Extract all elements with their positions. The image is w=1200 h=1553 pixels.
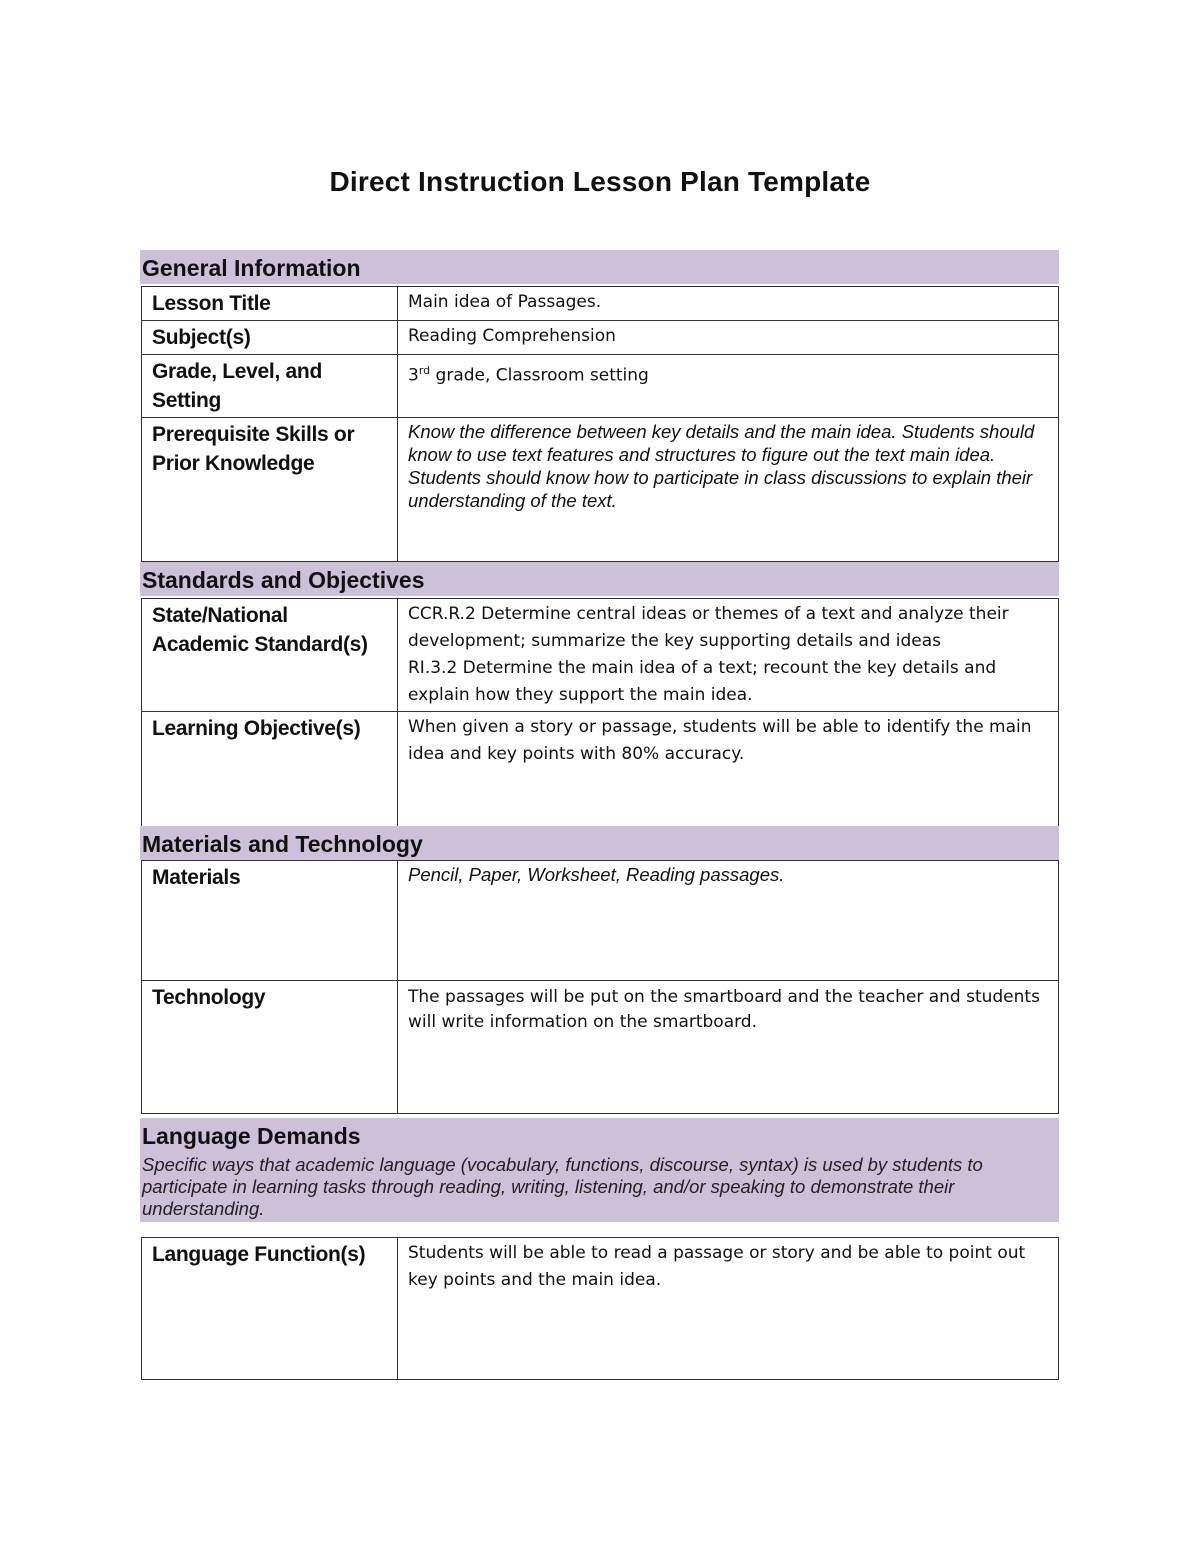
row-label: Grade, Level, and Setting [142, 355, 398, 418]
row-value: Reading Comprehension [398, 321, 1059, 355]
language-demands-table [141, 1237, 1059, 1380]
standard-ccr: CCR.R.2 Determine central ideas or themes of a text and analyze their development; summarize the key supporting details and ideas [408, 604, 1009, 651]
row-label: Learning Objective(s) [142, 712, 398, 828]
standard-ri: RI.3.2 Determine the main idea of a text; recount the key details and explain how they support the main idea. [408, 658, 997, 705]
section-band-language-demands [140, 1118, 1059, 1222]
row-label: Subject(s) [142, 321, 398, 355]
row-value: Students will be able to read a passage or story and be able to point out key points and the main idea. [398, 1238, 1059, 1380]
table-row [142, 418, 1059, 562]
row-label: Materials [142, 861, 398, 981]
section-band-standards-objectives [140, 562, 1059, 596]
section-heading: General Information [142, 255, 361, 281]
row-label: Lesson Title [142, 287, 398, 321]
table-row [142, 355, 1059, 418]
row-value [398, 355, 1059, 418]
general-information-table [141, 286, 1059, 562]
grade-number: 3 [408, 365, 419, 386]
grade-ordinal-suffix: rd [418, 364, 431, 377]
section-heading: Materials and Technology [142, 831, 423, 857]
row-value: Main idea of Passages. [398, 287, 1059, 321]
standards-objectives-table [141, 598, 1059, 828]
table-row [142, 321, 1059, 355]
row-value: Pencil, Paper, Worksheet, Reading passages. [398, 861, 1059, 981]
row-label: Language Function(s) [142, 1238, 398, 1380]
document-title: Direct Instruction Lesson Plan Template [329, 166, 871, 197]
table-row [142, 287, 1059, 321]
section-band-general-information [140, 250, 1059, 284]
row-value: Know the difference between key details and the main idea. Students should know to use text features and structures to figure out the text main idea. Students should know how to participate in class discussions to explain their understanding of the text. [398, 418, 1059, 562]
section-heading: Language Demands [142, 1123, 361, 1149]
table-row [142, 861, 1059, 981]
section-band-materials-technology [140, 826, 1059, 860]
table-row [142, 599, 1059, 712]
materials-technology-table [141, 860, 1059, 1114]
table-row [142, 712, 1059, 828]
table-row [142, 1238, 1059, 1380]
row-label: State/National Academic Standard(s) [142, 599, 398, 712]
row-value [398, 599, 1059, 712]
row-label: Technology [142, 981, 398, 1114]
table-row [142, 981, 1059, 1114]
row-value: The passages will be put on the smartboard and the teacher and students will write information on the smartboard. [398, 981, 1059, 1114]
grade-setting: grade, Classroom setting [430, 365, 649, 386]
section-heading: Standards and Objectives [142, 567, 425, 593]
row-value: When given a story or passage, students will be able to identify the main idea and key points with 80% accuracy. [398, 712, 1059, 828]
section-description: Specific ways that academic language (vocabulary, functions, discourse, syntax) is used by students to participate in learning tasks through reading, writing, listening, and/or speaking to demonstrate their understanding. [142, 1154, 983, 1219]
row-label: Prerequisite Skills or Prior Knowledge [142, 418, 398, 562]
